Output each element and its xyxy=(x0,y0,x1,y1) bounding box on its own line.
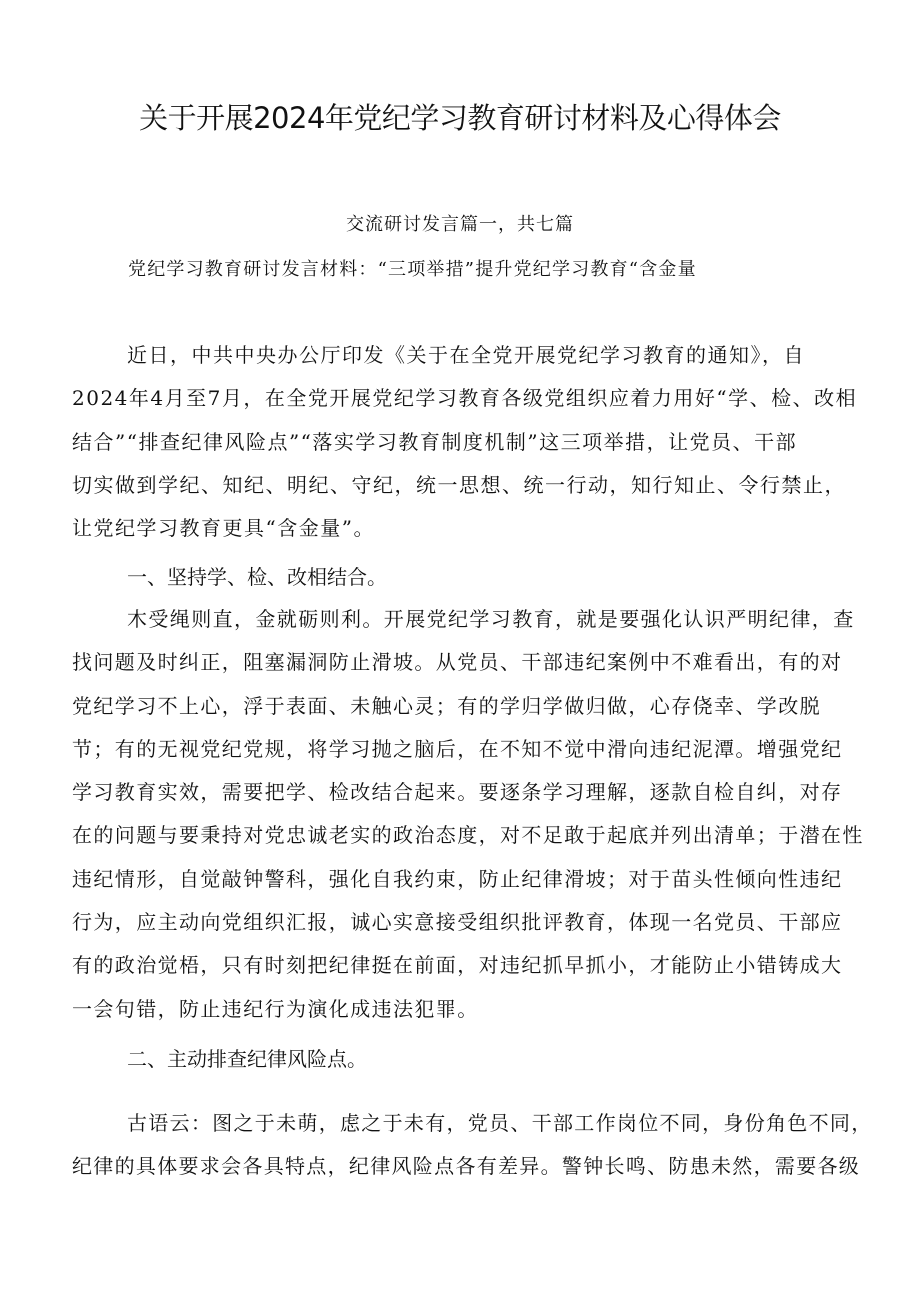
paragraph-line: 古语云：图之于未萌，虑之于未有，党员、干部工作岗位不同，身份角色不同， xyxy=(127,1111,873,1135)
paragraph-line: 在的问题与要秉持对党忠诚老实的政治态度，对不足敢于起底并列出清单；于潜在性 xyxy=(72,823,864,848)
paragraph-line: 违纪情形，自觉敲钟警科，强化自我约束，防止纪律滑坡；对于苗头性倾向性违纪 xyxy=(72,866,843,891)
paragraph-line: 近日，中共中央办公厅印发《关于在全党开展党纪学习教育的通知》，自 xyxy=(127,343,805,367)
paragraph-line: 让党纪学习教育更具“含金量”。 xyxy=(72,516,375,541)
paragraph-line: 学习教育实效，需要把学、检改结合起来。要逐条学习理解，逐款自检自纠，对存 xyxy=(72,780,843,805)
paragraph-line: 2024年4月至7月，在全党开展党纪学习教育各级党组织应着力用好“学、检、改相 xyxy=(72,386,858,411)
paragraph-line: 一会句错，防止违纪行为演化成违法犯罪。 xyxy=(72,996,479,1021)
paragraph-line: 党纪学习不上心，浮于表面、未触心灵；有的学归学做归做，心存侥幸、学改脱 xyxy=(72,693,821,718)
paragraph-line: 木受绳则直，金就砺则利。开展党纪学习教育，就是要强化认识严明纪律，查 xyxy=(127,607,855,631)
section-heading-2: 二、主动排查纪律风险点。 xyxy=(127,1047,367,1071)
paragraph-section-2 xyxy=(72,1102,872,1189)
paragraph-line: 行为，应主动向党组织汇报，诚心实意接受组织批评教育，体现一名党员、干部应 xyxy=(72,910,843,935)
paragraph-line: 有的政治觉梧，只有时刻把纪律挺在前面，对违纪抓早抓小，才能防止小错铸成大 xyxy=(72,953,843,978)
paragraph-line: 结合”“排查纪律风险点”“落实学习教育制度机制”这三项举措，让党员、干部 xyxy=(72,429,798,454)
paragraph-line: 切实做到学纪、知纪、明纪、守纪，统一思想、统一行动，知行知止、令行禁止， xyxy=(72,472,846,497)
document-subtitle: 交流研讨发言篇一，共七篇 xyxy=(346,214,574,235)
document-title: 关于开展2024年党纪学习教育研讨材料及心得体会 xyxy=(139,101,781,135)
paragraph-line: 找问题及时纠正，阻塞漏洞防止滑坡。从党员、干部违纪案例中不难看出，有的对 xyxy=(72,650,843,675)
paragraph-line: 节；有的无视党纪党规，将学习抛之脑后，在不知不觉中滑向违纪泥潭。增强党纪 xyxy=(72,736,843,761)
section-heading-1: 一、坚持学、检、改相结合。 xyxy=(127,565,387,589)
paragraph-section-1 xyxy=(72,598,872,1031)
paragraph-line: 纪律的具体要求会各具特点，纪律风险点各有差异。警钟长鸣、防患未然，需要各级 xyxy=(72,1154,861,1179)
document-subtitle-secondary: 党纪学习教育研讨发言材料：“三项举措”提升党纪学习教育“含金量 xyxy=(128,259,697,280)
paragraph-intro xyxy=(72,334,872,550)
